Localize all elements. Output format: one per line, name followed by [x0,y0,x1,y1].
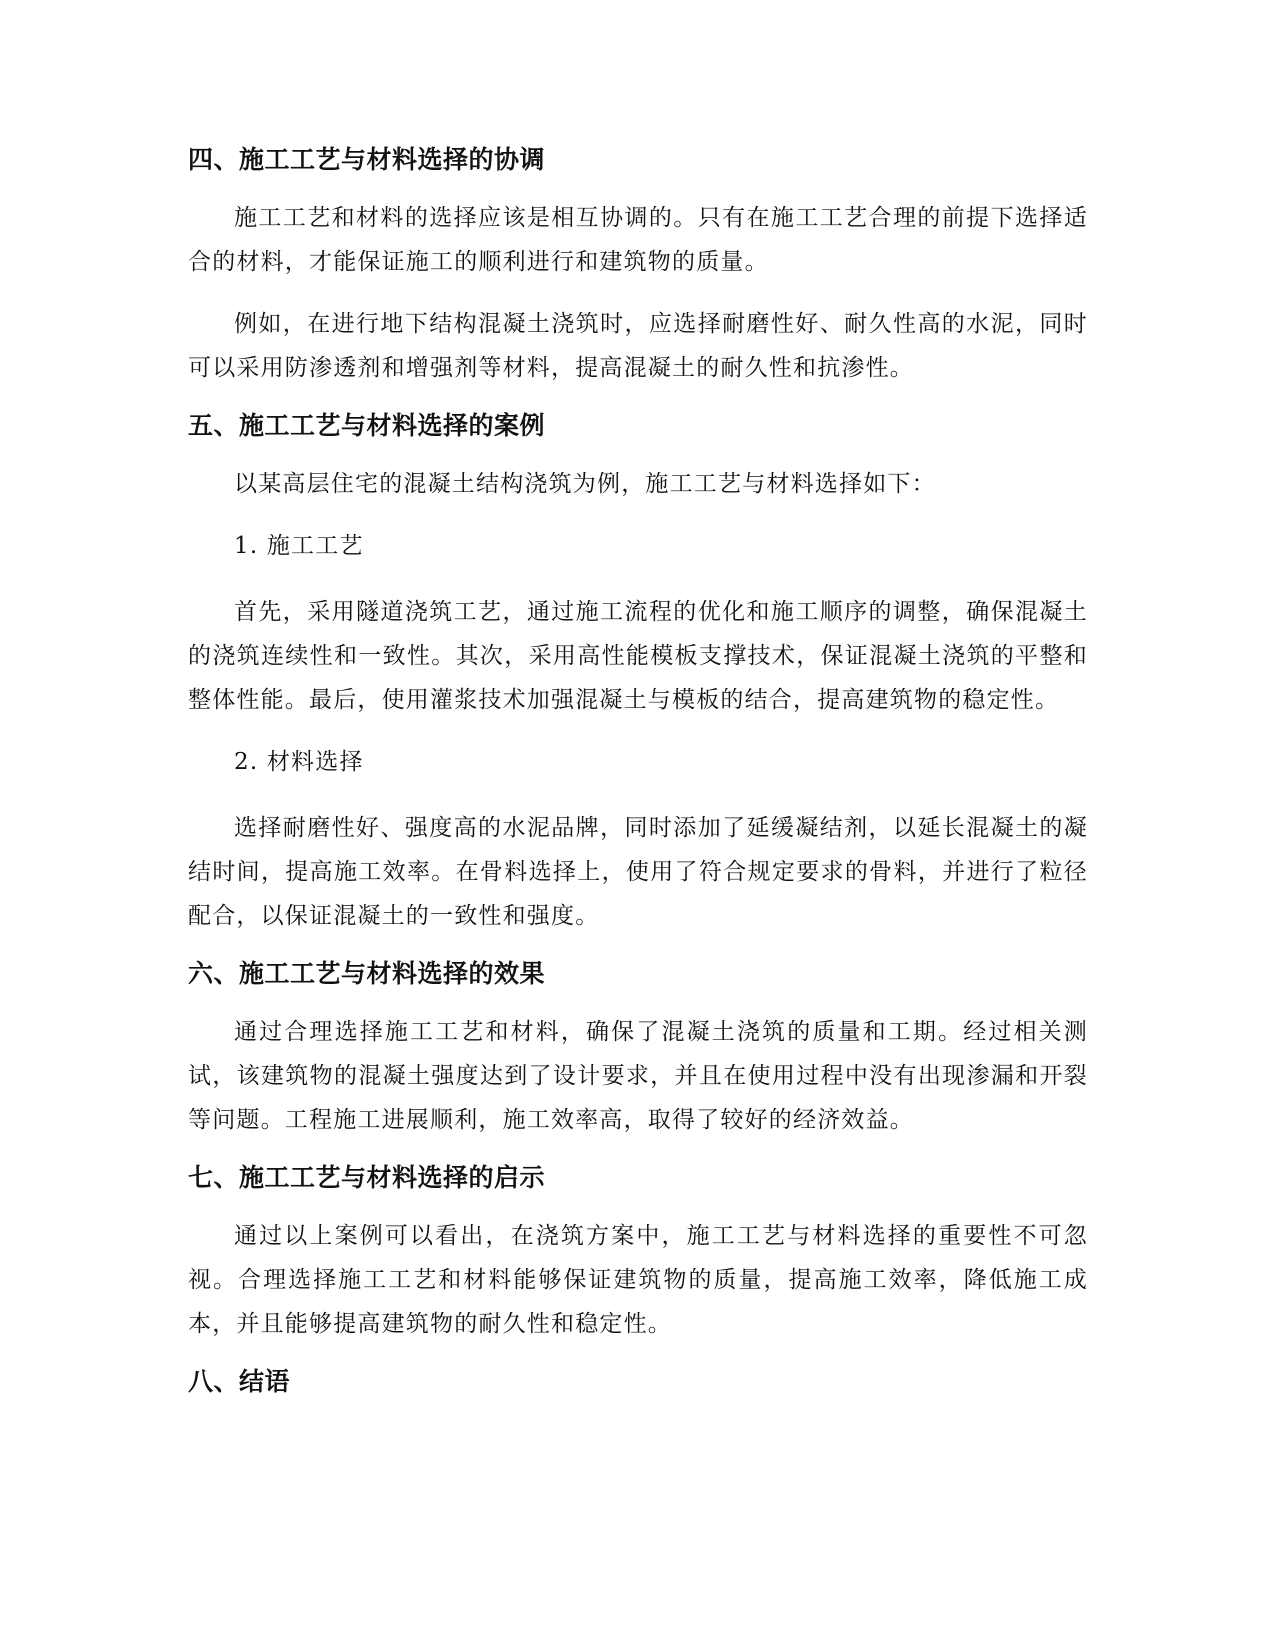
paragraph: 选择耐磨性好、强度高的水泥品牌，同时添加了延缓凝结剂，以延长混凝土的凝结时间，提高施工效率。在骨料选择上，使用了符合规定要求的骨料，并进行了粒径配合，以保证混凝土的一致性和强度。 [188,815,1088,929]
paragraph: 通过合理选择施工工艺和材料，确保了混凝土浇筑的质量和工期。经过相关测试，该建筑物的混凝土强度达到了设计要求，并且在使用过程中没有出现渗漏和开裂等问题。工程施工进展顺利，施工效率高，取得了较好的经济效益。 [188,1019,1088,1133]
section-heading: 五、施工工艺与材料选择的案例 [188,411,546,440]
document-body [188,142,1088,1418]
list-item-heading: 1. 施工工艺 [234,533,364,559]
section-heading: 七、施工工艺与材料选择的启示 [188,1163,546,1192]
paragraph: 以某高层住宅的混凝土结构浇筑为例，施工工艺与材料选择如下： [234,471,936,497]
paragraph: 通过以上案例可以看出，在浇筑方案中，施工工艺与材料选择的重要性不可忽视。合理选择施工工艺和材料能够保证建筑物的质量，提高施工效率，降低施工成本，并且能够提高建筑物的耐久性和稳定性。 [188,1223,1088,1337]
section-heading: 四、施工工艺与材料选择的协调 [188,145,546,174]
section-heading: 八、结语 [188,1367,291,1396]
list-item-heading: 2. 材料选择 [234,749,364,775]
section-heading: 六、施工工艺与材料选择的效果 [188,959,546,988]
paragraph: 例如，在进行地下结构混凝土浇筑时，应选择耐磨性好、耐久性高的水泥，同时可以采用防渗透剂和增强剂等材料，提高混凝土的耐久性和抗渗性。 [188,311,1088,381]
paragraph: 施工工艺和材料的选择应该是相互协调的。只有在施工工艺合理的前提下选择适合的材料，才能保证施工的顺利进行和建筑物的质量。 [188,205,1088,275]
paragraph: 首先，采用隧道浇筑工艺，通过施工流程的优化和施工顺序的调整，确保混凝土的浇筑连续性和一致性。其次，采用高性能模板支撑技术，保证混凝土浇筑的平整和整体性能。最后，使用灌浆技术加强混凝土与模板的结合，提高建筑物的稳定性。 [188,599,1088,713]
